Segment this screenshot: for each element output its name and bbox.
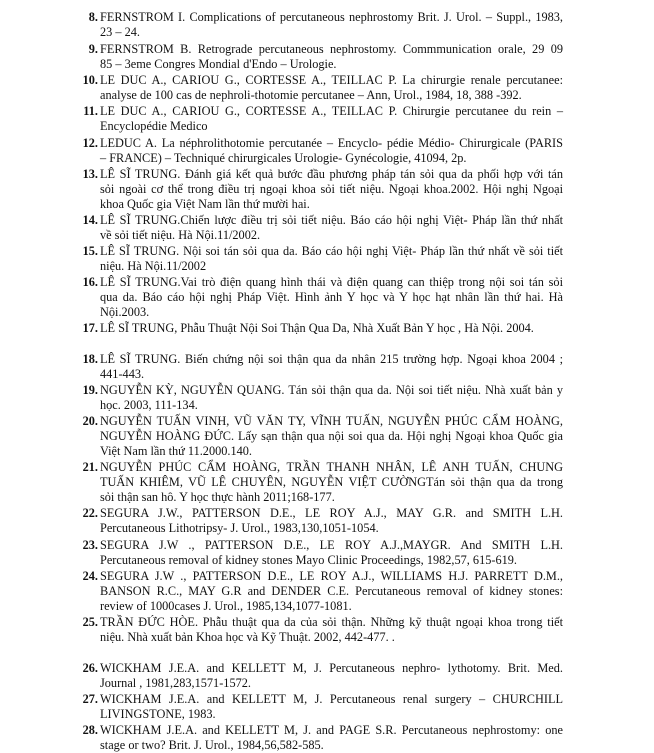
reference-text-line: TUẤN KHIÊM, VŨ LÊ CHUYÊN, NGUYỄN VIỆT CƯỜNGTán sỏi thận qua da trong bbox=[100, 475, 563, 490]
reference-text-line: Percutaneous Lithotripsy- J. Urol., 1983,130,1051-1054. bbox=[100, 521, 379, 536]
reference-number: 27. bbox=[82, 692, 98, 706]
reference-item bbox=[82, 615, 563, 645]
reference-text-line: BANSON R.C., MAY G.R and DENDER C.E. Percutaneous removal of kidney stones: bbox=[100, 584, 563, 599]
reference-text-line: NGUYỄN HOÀNG ĐỨC. Lấy sạn thận qua nội soi qua da. Hội nghị Ngoại khoa Quốc gia bbox=[100, 429, 563, 444]
reference-text-line: niệu. Nhà xuất bản Khoa học và Kỹ Thuật. 2002, 442-477. . bbox=[100, 630, 395, 645]
reference-text-line: niệu. Hà Nội.11/2002 bbox=[100, 259, 207, 274]
reference-text-line: FERNSTROM B. Retrograde percutaneous nephrostomy. Commmunication orale, 29 09 bbox=[100, 42, 563, 56]
reference-text-line: Journal , 1981,283,1571-1572. bbox=[100, 676, 251, 691]
reference-number: 13. bbox=[82, 167, 98, 181]
reference-text-line: SEGURA J.W ., PATTERSON D.E., LE ROY A.J.,MAYGR. And SMITH L.H. bbox=[100, 538, 563, 552]
reference-number: 12. bbox=[82, 136, 98, 150]
reference-number: 11. bbox=[83, 104, 98, 118]
reference-item bbox=[82, 213, 563, 243]
reference-item bbox=[82, 136, 563, 166]
reference-text-line: 23 – 24. bbox=[100, 25, 140, 40]
reference-text-line: analyse de 100 cas de nephroli-thotomie percutanee – Ann, Urol., 1984, 18, 388 -392. bbox=[100, 88, 522, 103]
reference-item bbox=[88, 42, 563, 72]
reference-text-line: sỏi thận san hô. Y học thực hành 2011;168-177. bbox=[100, 490, 335, 505]
reference-text-line: LÊ SĨ TRUNG. Nội soi tán sỏi qua da. Báo cáo hội nghị Việt- Pháp lần thứ nhất về sỏi tiết bbox=[100, 244, 563, 258]
reference-item bbox=[82, 506, 563, 536]
reference-number: 23. bbox=[82, 538, 98, 552]
reference-text-line: LÊ SĨ TRUNG, Phẫu Thuật Nội Soi Thận Qua Da, Nhà Xuất Bản Y học , Hà Nội. 2004. bbox=[100, 321, 534, 335]
reference-number: 19. bbox=[82, 383, 98, 397]
reference-text-line: Nội.2003. bbox=[100, 305, 150, 320]
reference-text-line: LÊ SĨ TRUNG. Đánh giá kết quả bước đầu phương pháp tán sỏi qua da phối hợp với tán bbox=[100, 167, 563, 181]
reference-text-line: SEGURA J.W ., PATTERSON D.E., LE ROY A.J., WILLIAMS H.J. PARRETT D.M., bbox=[100, 569, 563, 583]
reference-number: 17. bbox=[82, 321, 98, 335]
reference-number: 8. bbox=[88, 10, 98, 24]
reference-number: 20. bbox=[82, 414, 98, 428]
reference-text-line: LE DUC A., CARIOU G., CORTESSE A., TEILLAC P. Chirurgie percutanee du rein – bbox=[100, 104, 563, 118]
reference-text-line: TRẦN ĐỨC HÒE. Phẫu thuật qua da của sỏi thận. Những kỹ thuật ngoại khoa trong tiết bbox=[100, 615, 563, 629]
reference-number: 14. bbox=[82, 213, 98, 227]
reference-text-line: WICKHAM J.E.A. and KELLETT M, J. and PAGE S.R. Percutaneous nephrostomy: one bbox=[100, 723, 563, 737]
reference-text-line: Percutaneous removal of kidney stones Mayo Clinic Proceedings, 1982,57, 615-619. bbox=[100, 553, 517, 568]
reference-number: 18. bbox=[82, 352, 98, 366]
reference-text-line: về sỏi tiết niệu. Hà Nội.11/2002. bbox=[100, 228, 261, 243]
reference-item bbox=[82, 383, 563, 413]
reference-text-line: 85 – 3eme Congres Mondial d'Endo – Urologie. bbox=[100, 57, 337, 72]
reference-text-line: học. 2003, 111-134. bbox=[100, 398, 198, 413]
reference-item bbox=[82, 569, 563, 615]
reference-text-line: review of 1000cases J. Urol., 1985,134,1077-1081. bbox=[100, 599, 352, 614]
reference-item bbox=[82, 244, 563, 274]
reference-text-line: NGUYỄN KỲ, NGUYỄN QUANG. Tán sỏi thận qua da. Nội soi tiết niệu. Nhà xuất bản y bbox=[100, 383, 563, 397]
reference-text-line: stage or two? Brit. J. Urol., 1984,56,582-585. bbox=[100, 738, 324, 753]
reference-item bbox=[82, 73, 563, 103]
reference-item bbox=[82, 460, 563, 506]
reference-text-line: WICKHAM J.E.A. and KELLETT M, J. Percutaneous nephro- lythotomy. Brit. Med. bbox=[100, 661, 563, 675]
reference-item bbox=[82, 414, 563, 460]
reference-text-line: LÊ SĨ TRUNG.Chiến lược điều trị sỏi tiết niệu. Báo cáo hội nghị Việt- Pháp lần thứ nhất bbox=[100, 213, 563, 227]
reference-item bbox=[82, 321, 563, 336]
reference-text-line: Việt Nam lần thứ 11.2000.140. bbox=[100, 444, 252, 459]
reference-item bbox=[82, 661, 563, 691]
reference-text-line: – FRANCE) – Techniqué chirurgicales Urologie- Gynécologie, 41094, 2p. bbox=[100, 151, 467, 166]
reference-text-line: WICKHAM J.E.A. and KELLETT M, J. Percutaneous renal surgery – CHURCHILL bbox=[100, 692, 563, 706]
reference-number: 24. bbox=[82, 569, 98, 583]
reference-text-line: 441-443. bbox=[100, 367, 145, 382]
reference-text-line: SEGURA J.W., PATTERSON D.E., LE ROY A.J., MAY G.R. and SMITH L.H. bbox=[100, 506, 563, 520]
reference-item bbox=[83, 104, 563, 134]
reference-number: 25. bbox=[82, 615, 98, 629]
reference-item bbox=[82, 723, 563, 753]
reference-text-line: Encyclopédie Medico bbox=[100, 119, 208, 134]
reference-item bbox=[82, 167, 563, 213]
reference-number: 10. bbox=[82, 73, 98, 87]
reference-number: 9. bbox=[88, 42, 98, 56]
reference-text-line: qua da. Báo cáo hội nghị Pháp Việt. Hình ảnh Y học và Y học hạt nhân lần thứ hai. Hà bbox=[100, 290, 563, 305]
reference-item bbox=[82, 275, 563, 321]
reference-item bbox=[82, 692, 563, 722]
reference-item bbox=[82, 352, 563, 382]
reference-number: 22. bbox=[82, 506, 98, 520]
reference-text-line: khoa Quốc gia Việt Nam lần thứ mười hai. bbox=[100, 197, 310, 212]
reference-text-line: NGUYỄN PHÚC CẨM HOÀNG, TRẦN THANH NHÂN, LÊ ANH TUẤN, CHUNG bbox=[100, 460, 563, 474]
reference-text-line: NGUYỄN TUẤN VINH, VŨ VĂN TY, VĨNH TUẤN, NGUYỄN PHÚC CẨM HOÀNG, bbox=[100, 414, 563, 428]
reference-text-line: FERNSTROM I. Complications of percutaneous nephrostomy Brit. J. Urol. – Suppl., 1983, bbox=[100, 10, 563, 24]
reference-text-line: LÊ SĨ TRUNG.Vai trò điện quang hình thái và điện quang can thiệp trong nội soi tán sỏi bbox=[100, 275, 563, 289]
reference-number: 28. bbox=[82, 723, 98, 737]
reference-text-line: LIVINGSTONE, 1983. bbox=[100, 707, 216, 722]
reference-item bbox=[82, 538, 563, 568]
reference-item bbox=[88, 10, 563, 40]
reference-text-line: LÊ SĨ TRUNG. Biến chứng nội soi thận qua da nhân 215 trường hợp. Ngoại khoa 2004 ; bbox=[100, 352, 563, 366]
reference-text-line: LEDUC A. La néphrolithotomie percutanée – Encyclo- pédie Médio- Chirurgicale (PARIS bbox=[100, 136, 563, 150]
reference-text-line: LE DUC A., CARIOU G., CORTESSE A., TEILLAC P. La chirurgie renale percutanee: bbox=[100, 73, 563, 87]
reference-number: 21. bbox=[82, 460, 98, 474]
reference-number: 16. bbox=[82, 275, 98, 289]
reference-number: 26. bbox=[82, 661, 98, 675]
reference-number: 15. bbox=[82, 244, 98, 258]
reference-text-line: sỏi ngoài cơ thể trong điều trị ngoại khoa sỏi tiết niệu. Ngoại khoa.2002. Hội nghị Ngoại bbox=[100, 182, 563, 197]
